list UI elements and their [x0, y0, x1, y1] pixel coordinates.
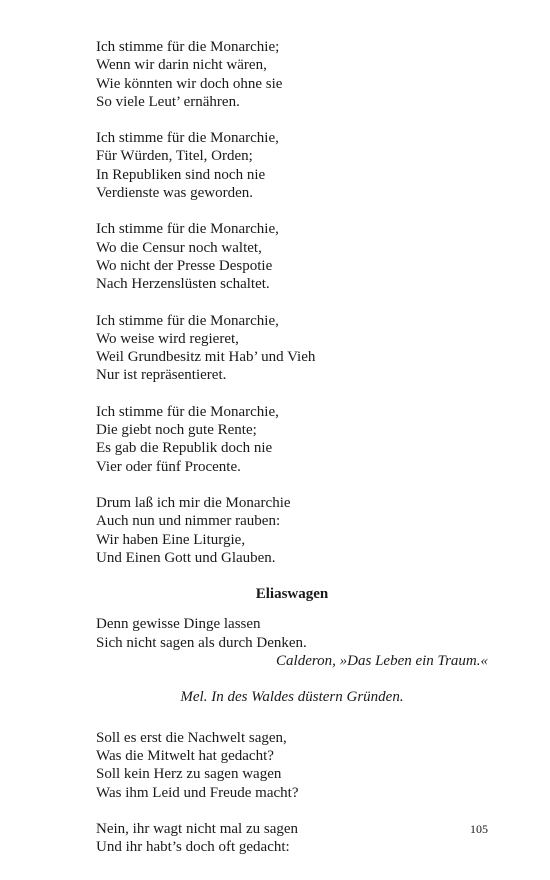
page-body — [96, 38, 488, 874]
poem1-stanza-5 — [96, 403, 488, 476]
verse-line: Nein, ihr wagt nicht mal zu sagen — [96, 820, 299, 837]
verse-line: Es gab die Republik doch nie — [96, 440, 273, 457]
poem1-stanza-6 — [96, 494, 488, 567]
verse-line: Weil Grundbesitz mit Hab’ und Vieh — [96, 349, 316, 366]
epigraph-line: Sich nicht sagen als durch Denken. — [96, 634, 307, 651]
verse-line: Wenn wir darin nicht wären, — [96, 57, 267, 74]
verse-line: Ich stimme für die Monarchie, — [96, 312, 279, 329]
verse-line: Ich stimme für die Monarchie, — [96, 221, 279, 238]
verse-line: Soll kein Herz zu sagen wagen — [96, 766, 282, 783]
poem2-stanza-1 — [96, 729, 488, 802]
verse-line: So viele Leut’ ernähren. — [96, 93, 240, 110]
page-number: 105 — [470, 822, 488, 836]
epigraph-attribution: Calderon, »Das Leben ein Traum.« — [276, 653, 488, 670]
verse-line: Die giebt noch gute Rente; — [96, 422, 257, 439]
verse-line: Ich stimme für die Monarchie, — [96, 403, 279, 420]
verse-line: Nur ist repräsentieret. — [96, 367, 227, 384]
verse-line: Wir haben Eine Liturgie, — [96, 531, 246, 548]
verse-line: Wo die Censur noch waltet, — [96, 239, 262, 256]
melody-note: Mel. In des Waldes düstern Gründen. — [180, 689, 404, 706]
verse-line: Wo nicht der Presse Despotie — [96, 257, 273, 274]
verse-line: Ich stimme für die Monarchie, — [96, 130, 279, 147]
verse-line: Verdienste was geworden. — [96, 185, 254, 202]
verse-line: Wo weise wird regieret, — [96, 330, 239, 347]
verse-line: Nach Herzenslüsten schaltet. — [96, 276, 270, 293]
verse-line: Ich stimme für die Monarchie; — [96, 39, 280, 55]
verse-line: Was ihm Leid und Freude macht? — [96, 784, 299, 801]
verse-line: Auch nun und nimmer rauben: — [96, 513, 281, 530]
verse-line: Für Würden, Titel, Orden; — [96, 148, 253, 165]
poem2-stanza-2 — [96, 820, 488, 857]
poem1-stanza-3 — [96, 220, 488, 293]
verse-line: Drum laß ich mir die Monarchie — [96, 494, 291, 511]
verse-line: Und Einen Gott und Glauben. — [96, 549, 276, 566]
verse-line: Soll es erst die Nachwelt sagen, — [96, 729, 287, 746]
epigraph-line: Denn gewisse Dinge lassen — [96, 616, 261, 633]
epigraph — [96, 615, 488, 670]
verse-line: Was die Mitwelt hat gedacht? — [96, 747, 274, 764]
poem1-stanza-4 — [96, 312, 488, 385]
poem1-stanza-1 — [96, 38, 488, 111]
verse-line: In Republiken sind noch nie — [96, 166, 266, 183]
poem1-stanza-2 — [96, 129, 488, 202]
verse-line: Vier oder fünf Procente. — [96, 458, 241, 475]
poem-title: Eliaswagen — [255, 586, 329, 603]
verse-line: Und ihr habt’s doch oft gedacht: — [96, 839, 290, 856]
verse-line: Wie könnten wir doch ohne sie — [96, 75, 283, 92]
